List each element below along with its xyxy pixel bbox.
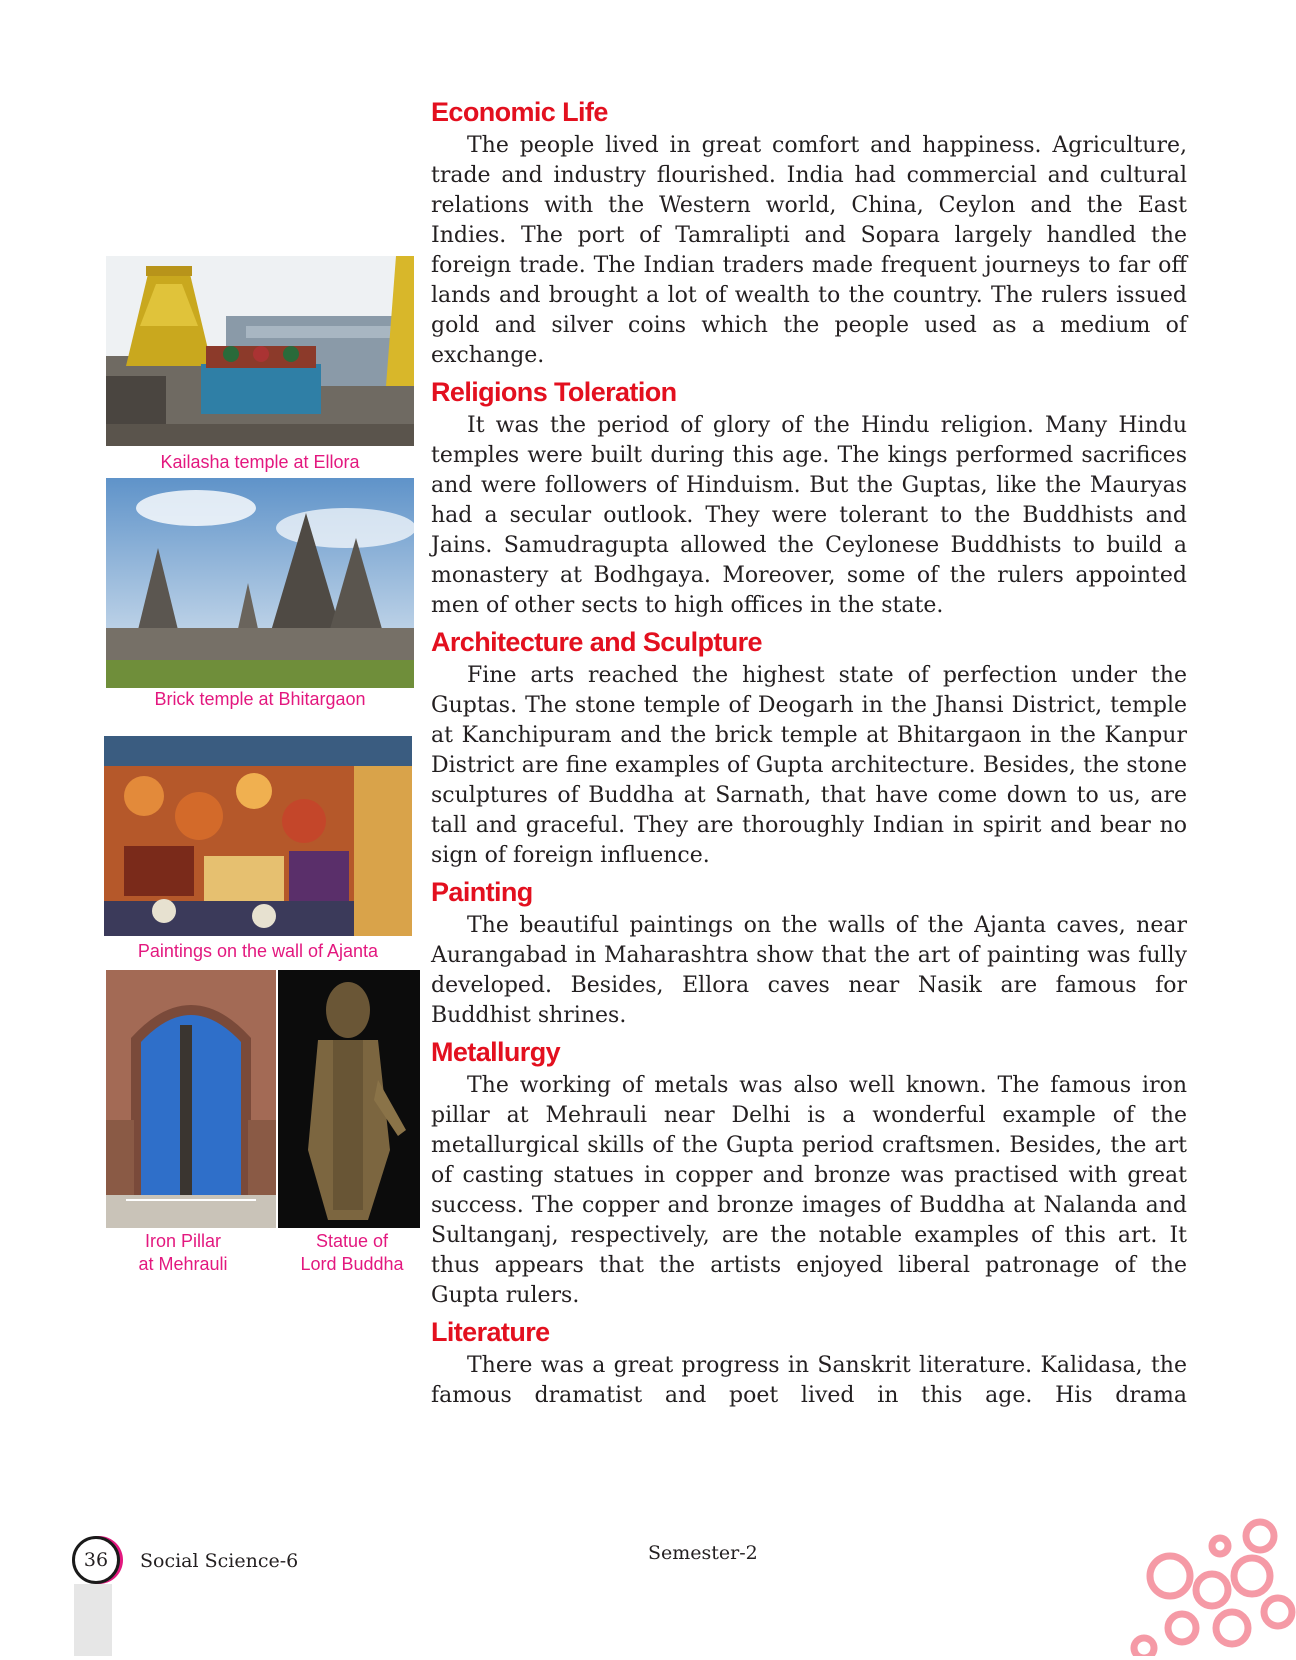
page-number: 36 bbox=[72, 1536, 120, 1584]
ajanta-painting-image bbox=[104, 736, 412, 936]
para-metallurgy: The working of metals was also well known. The famous iron pillar at Mehrauli near Delhi is a wonderful example of the metallurgical skills of the Gupta period craftsmen. Besides, the art of casting statues in copper and bronze was practised with great success. The copper and bronze images of Buddha at Nalanda and Sultanganj, respectively, are the notable examples of this art. It thus appears that the artists enjoyed liberal patronage of the Gupta rulers. bbox=[431, 1073, 1187, 1308]
para-architecture: Fine arts reached the highest state of perfection under the Guptas. The stone temple of Deogarh in the Jhansi District, temple at Kanchipuram and the brick temple at Bhitargaon in the Kanpur District are fine examples of Gupta architecture. Besides, the stone sculptures of Buddha at Sarnath, that have come down to us, are tall and graceful. They are thoroughly Indian in spirit and bear no sign of foreign influence. bbox=[431, 663, 1187, 868]
caption-bhitargaon: Brick temple at Bhitargaon bbox=[154, 689, 366, 709]
footer-semester: Semester-2 bbox=[648, 1542, 758, 1564]
decorative-circles-icon bbox=[1120, 1516, 1296, 1656]
buddha-statue-image bbox=[278, 970, 420, 1228]
footer-book-title: Social Science-6 bbox=[140, 1550, 299, 1572]
iron-pillar-image bbox=[106, 970, 276, 1228]
caption-iron-pillar: Iron Pillar at Mehrauli bbox=[138, 1231, 228, 1274]
heading-painting: Painting bbox=[431, 877, 533, 907]
para-economic-life: The people lived in great comfort and happiness. Agriculture, trade and industry flourished. India had commercial and cultural relations with the Western world, China, Ceylon and the East Indies. The port of Tamralipti and Sopara largely handled the foreign trade. The Indian traders made frequent journeys to far off lands and brought a lot of wealth to the country. The rulers issued gold and silver coins which the people used as a medium of exchange. bbox=[431, 133, 1187, 368]
footer-side-bar bbox=[74, 1584, 112, 1656]
heading-economic-life: Economic Life bbox=[431, 97, 608, 127]
para-religions-toleration: It was the period of glory of the Hindu religion. Many Hindu temples were built during this age. The kings performed sacrifices and were followers of Hinduism. But the Guptas, like the Mauryas had a secular outlook. They were tolerant to the Buddhists and Jains. Samudragupta allowed the Ceylonese Buddhists to build a monastery at Bodhgaya. Moreover, some of the rulers appointed men of other sects to high offices in the state. bbox=[431, 413, 1187, 618]
para-painting: The beautiful paintings on the walls of the Ajanta caves, near Aurangabad in Maharashtra show that the art of painting was fully developed. Besides, Ellora caves near Nasik are famous for Buddhist shrines. bbox=[431, 913, 1187, 1028]
kailasha-temple-image bbox=[106, 256, 414, 446]
heading-religions-toleration: Religions Toleration bbox=[431, 377, 677, 407]
main-text-column bbox=[431, 95, 1187, 1415]
heading-architecture: Architecture and Sculpture bbox=[431, 627, 762, 657]
caption-ajanta: Paintings on the wall of Ajanta bbox=[137, 941, 379, 961]
para-literature: There was a great progress in Sanskrit literature. Kalidasa, the famous dramatist and poet lived in this age. His drama bbox=[431, 1353, 1187, 1408]
bhitargaon-temple-image bbox=[106, 478, 414, 688]
heading-literature: Literature bbox=[431, 1317, 550, 1347]
heading-metallurgy: Metallurgy bbox=[431, 1037, 561, 1067]
caption-buddha: Statue of Lord Buddha bbox=[300, 1231, 404, 1274]
caption-kailasha: Kailasha temple at Ellora bbox=[160, 452, 360, 472]
